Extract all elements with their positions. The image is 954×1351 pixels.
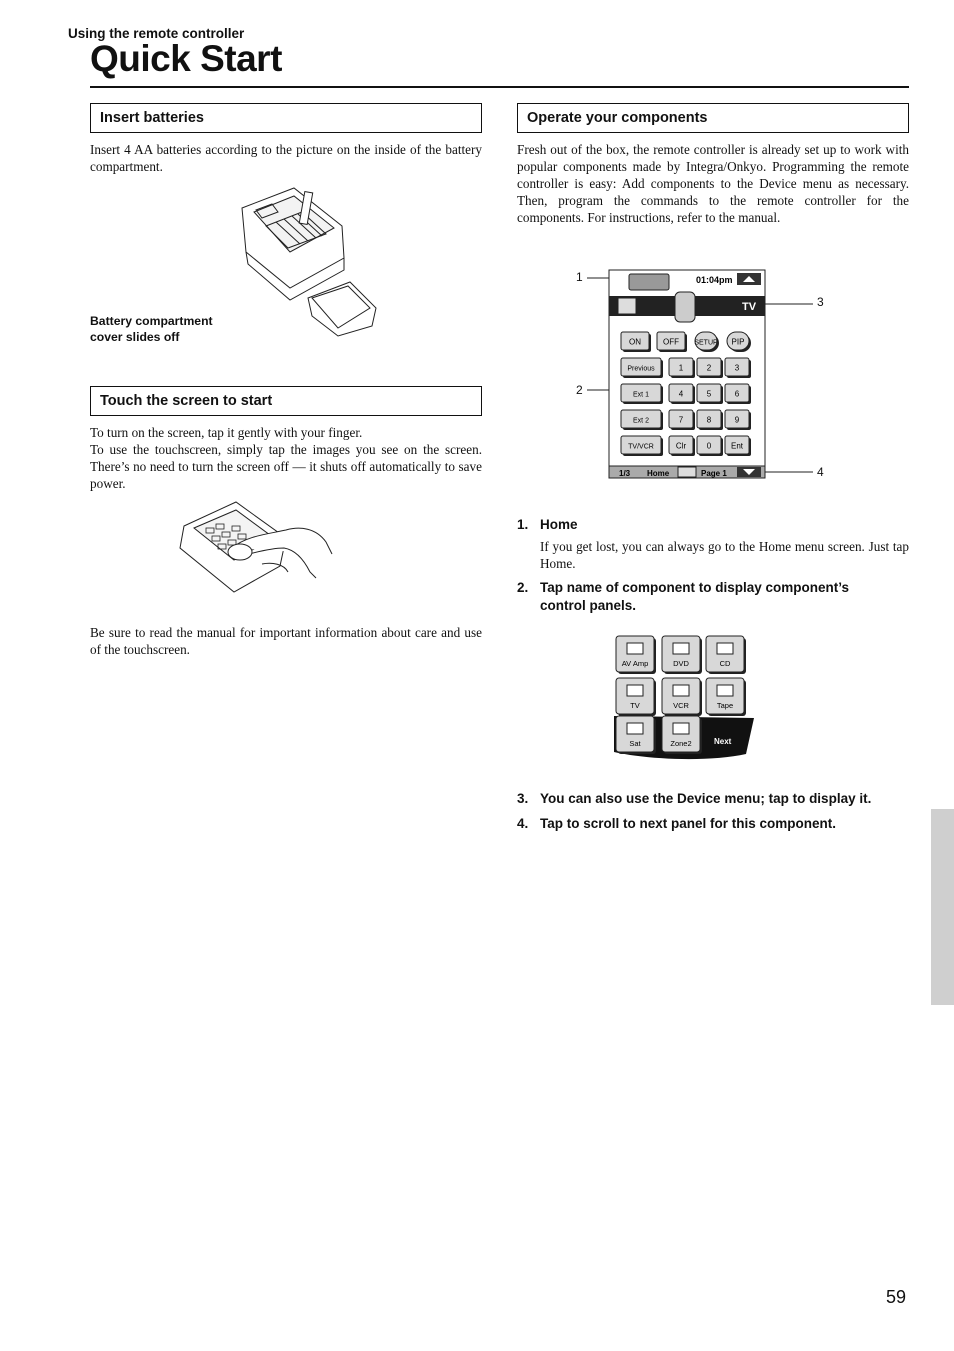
item-4-title: Tap to scroll to next panel for this component. [540,816,837,831]
operate-components-text: Fresh out of the box, the remote controller is already set up to work with popular components made by Integra/Onkyo. Programming the remote controller is easy: Add components to the Device menu as necessary. Then, program the commands to the remote controller for the components. For instructions, refer to the manual. [517,142,909,225]
item-2-number: 2. [517,580,529,595]
device-tile-icon [627,685,643,696]
home-icon [629,274,669,290]
screen-button-label: 7 [678,415,684,425]
device-tile-icon [717,685,733,696]
touch-screen-text: To use the touchscreen, simply tap the images you see on the screen. There’s no need to turn the screen off — it shuts off automatically to save power. [90,442,482,491]
screen-time: 01:04pm [696,275,733,285]
screen-button-label: Clr [675,441,687,451]
device-menu-illustration [610,632,758,762]
footer-page: 1/3 [619,469,631,478]
screen-button-label: 3 [734,363,740,373]
device-tile-label: TV [630,701,640,710]
battery-caption-line1: Battery compartment [90,314,213,328]
screen-button-label: ON [629,337,641,347]
item-2-title-line1: Tap name of component to display component’s [540,580,850,595]
device-tile-label: Tape [716,701,734,710]
item-1 [517,516,909,536]
device-tile-icon [627,643,643,654]
device-tile-icon [627,723,643,734]
device-tile-icon [673,643,689,654]
screen-button-label: PIP [731,337,745,347]
touch-screen-heading: Touch the screen to start [90,386,482,416]
device-name: TV [742,301,757,313]
screen-button-label: Ext 1 [633,391,649,399]
operate-components-heading: Operate your components [517,103,909,133]
item-4 [517,815,909,835]
device-tile-label: VCR [673,701,689,710]
item-3-title: You can also use the Device menu; tap to display it. [540,791,872,806]
screen-button-label: 9 [734,415,740,425]
screen-button-label: Ext 2 [633,417,649,425]
screen-button-label: 8 [706,415,712,425]
screen-button-label: 2 [706,363,712,373]
menu-next: Next [714,737,732,746]
screen-button-label: SETUP [694,339,718,347]
touch-screen-note: Be sure to read the manual for important information about care and use of the touchscreen. [90,625,482,657]
item-3 [517,790,909,810]
side-tab [931,809,954,1005]
callout-3: 3 [817,295,824,309]
footer-panel: Page 1 [701,469,727,478]
item-3-number: 3. [517,791,529,806]
device-menu-icon [618,298,636,314]
item-1-title: Home [540,517,578,532]
device-tile-label: CD [719,659,731,668]
section-label: Using the remote controller [68,26,245,41]
page-number: 59 [886,1287,907,1307]
title-rule [90,86,909,88]
device-tile-label: Zone2 [670,739,692,748]
item-2 [517,579,909,619]
device-tile-icon [673,723,689,734]
callout-1: 1 [576,270,583,284]
remote-screen-illustration [585,268,815,480]
battery-caption-line2: cover slides off [90,330,180,344]
insert-batteries-text: Insert 4 AA batteries according to the picture on the inside of the battery compartment. [90,142,482,174]
item-1-number: 1. [517,517,529,532]
screen-button-label: 5 [706,389,712,399]
device-tile-icon [673,685,689,696]
screen-button-label: 6 [734,389,740,399]
tv-device-icon [675,292,695,322]
screen-button-label: TV/VCR [628,443,654,451]
screen-button-label: 0 [706,441,712,451]
callout-4: 4 [817,465,824,479]
device-tile-label: AV Amp [621,659,649,668]
insert-batteries-heading: Insert batteries [90,103,482,133]
item-4-number: 4. [517,816,529,831]
screen-button-label: 1 [678,363,684,373]
screen-button-label: 4 [678,389,684,399]
battery-remote-illustration [232,186,382,342]
screen-button-label: Ent [730,441,744,451]
screen-button-label: Previous [627,365,655,373]
hand-tap-illustration [176,498,334,596]
device-tile-label: Sat [629,739,641,748]
page-title: Quick Start [90,38,282,79]
screen-button-label: OFF [663,337,679,347]
touch-screen-text-line1: To turn on the screen, tap it gently with your finger. [90,425,363,440]
footer-home: Home [647,469,670,478]
item-2-title-line2: control panels. [540,598,637,613]
callout-2: 2 [576,383,583,397]
item-1-desc: If you get lost, you can always go to the Home menu screen. Just tap Home. [540,539,909,571]
device-tile-icon [717,643,733,654]
device-tile-label: DVD [673,659,689,668]
